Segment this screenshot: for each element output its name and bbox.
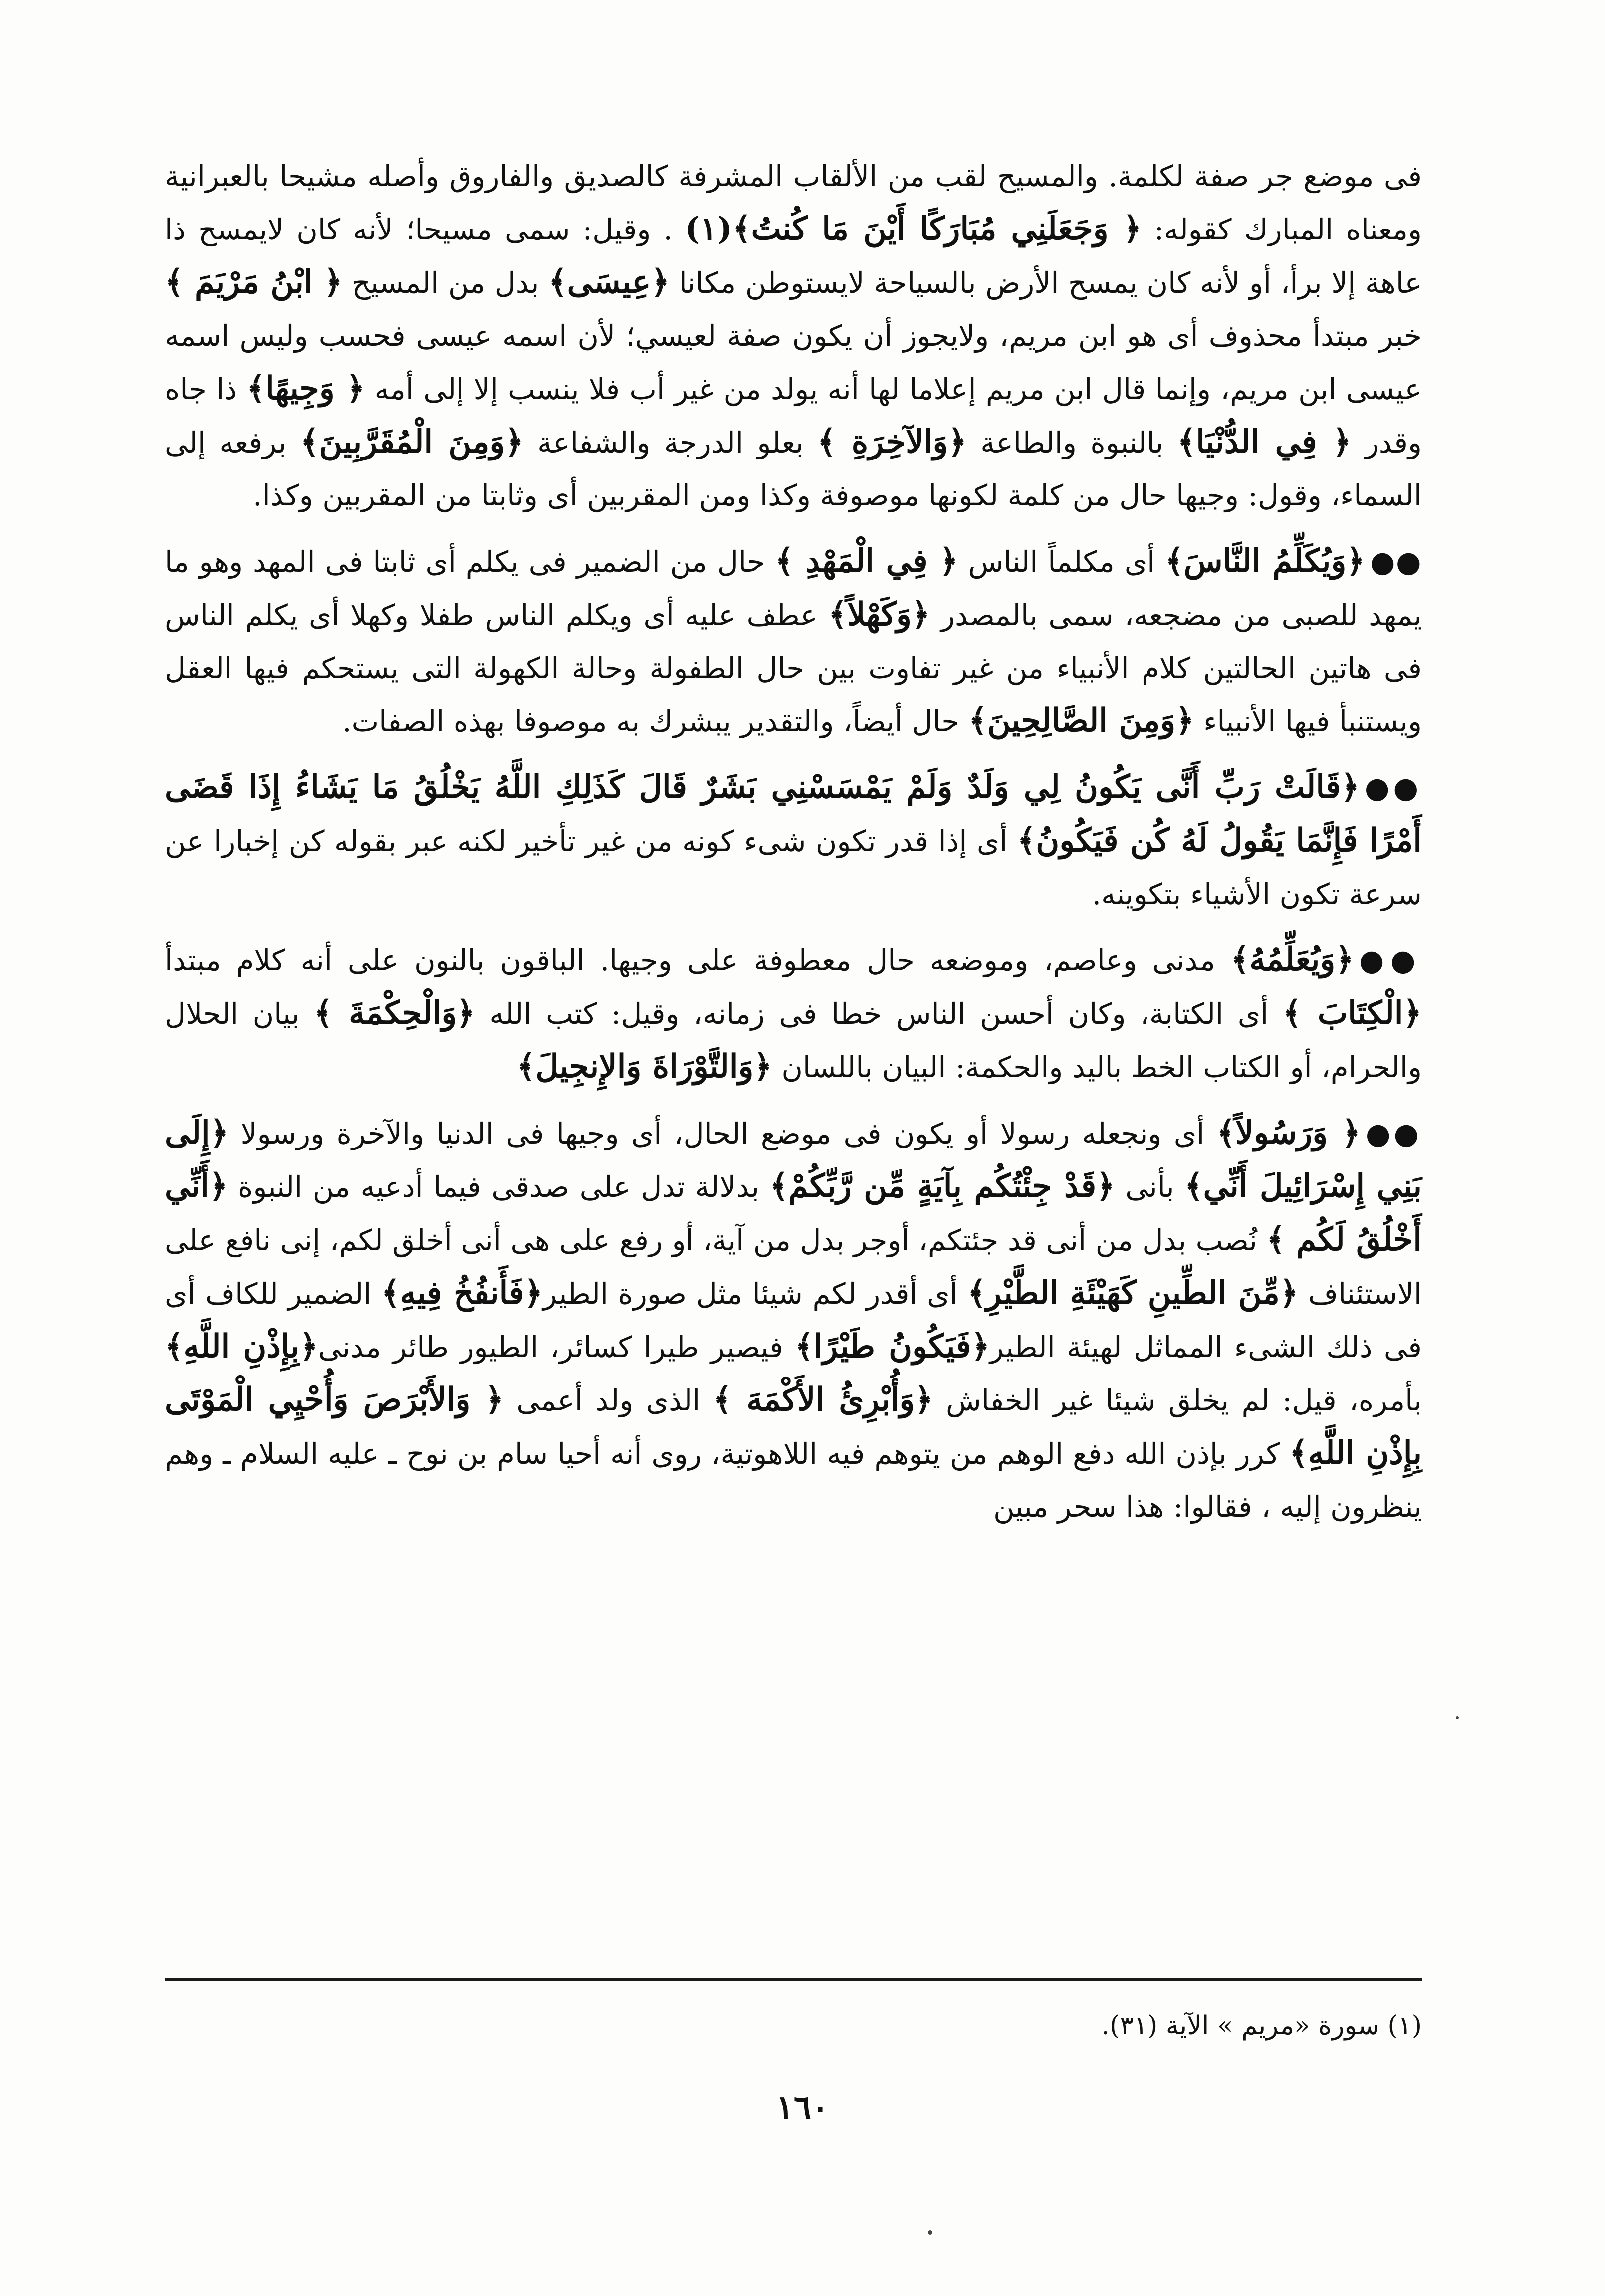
quran-citation: ﴿قَدْ جِئْتُكُم بِآيَةٍ مِّن رَّبِّكُمْ﴾	[769, 1167, 1115, 1205]
commentary-text: فيصير طيرا كسائر، الطيور طائر مدنى	[318, 1330, 795, 1364]
paragraph-bullet: ●●	[1364, 771, 1422, 805]
quran-citation: ﴿ فِي الْمَهْدِ ﴾	[775, 542, 958, 580]
footnote: (١) سورة «مريم » الآية (٣١).	[1101, 2011, 1422, 2041]
commentary-text: بأنى	[1115, 1170, 1185, 1204]
commentary-text: بدلالة تدل على صدقى فيما أدعيه من النبوة	[228, 1170, 770, 1204]
commentary-text: الضمير للكاف أى فى ذلك الشىء المماثل لهيئة الطير	[165, 1277, 1422, 1364]
commentary-text: حال أيضاً، والتقدير يبشرك به موصوفا بهذه الصفات.	[342, 704, 969, 738]
quran-citation: ﴿ وَرَسُولاً﴾	[1216, 1114, 1361, 1151]
paragraph-intro	[165, 150, 1422, 522]
quran-citation: ﴿وَكَهْلاً﴾	[828, 596, 930, 633]
quran-citation: ﴿وَيُعَلِّمُهُ﴾	[1230, 941, 1354, 978]
scan-speck	[1456, 1716, 1459, 1719]
commentary-text: بالنبوة والطاعة	[966, 426, 1177, 459]
paragraph-bullet: ●●	[1365, 1117, 1422, 1150]
paragraph-messenger	[165, 1107, 1422, 1533]
commentary-text: أى أقدر لكم شيئا مثل صورة الطير	[543, 1277, 968, 1311]
commentary-text: بدل من المسيح	[342, 266, 549, 300]
quran-citation: ﴿بِإِذْنِ اللَّهِ﴾	[165, 1328, 318, 1365]
commentary-text: أى مكلماً الناس	[958, 545, 1165, 579]
commentary-text: بعلو الدرجة والشفاعة	[523, 426, 818, 459]
commentary-text: نُصب بدل من أنى قد جئتكم، أوجر بدل من آية، أو رفع على هى أنى أخلق لكم، إنى نافع على الاستئناف	[165, 1223, 1422, 1311]
paragraph-how-can-i-have-a-son	[165, 761, 1422, 920]
commentary-text: مدنى وعاصم، وموضعه حال معطوفة على وجيها. الباقون بالنون على أنه كلام مبتدأ	[165, 943, 1231, 977]
quran-citation: ﴿وَأُبْرِئُ الأَكْمَهَ ﴾	[713, 1381, 933, 1418]
commentary-text: بيان الحلال والحرام، أو الكتاب الخط باليد والحكمة: البيان باللسان	[165, 997, 1422, 1084]
quran-citation: ﴿فَيَكُونُ طَيْرًا﴾	[795, 1328, 990, 1365]
commentary-text: أى الكتابة، وكان أحسن الناس خطا فى زمانه، وقيل: كتب الله	[475, 997, 1283, 1031]
body-text	[165, 150, 1422, 1546]
quran-citation: ﴿وَيُكَلِّمُ النَّاسَ﴾	[1165, 542, 1365, 580]
quran-citation: ﴿وَالآخِرَةِ ﴾	[817, 423, 967, 460]
quran-citation: ﴿وَالْحِكْمَةَ ﴾	[314, 994, 475, 1032]
quran-citation: ﴿فَأَنفُخُ فِيهِ﴾	[381, 1274, 543, 1312]
quran-citation: ﴿قَالَتْ رَبِّ أَنَّى يَكُونُ لِي وَلَدٌ وَلَمْ يَمْسَسْنِي بَشَرٌ قَالَ كَذَلِكِ اللَّهُ يَخْلُقُ مَا يَشَاءُ إِذَا قَضَى أَمْرًا فَإِنَّمَا يَقُولُ لَهُ كُن فَيَكُونُ﴾	[165, 768, 1422, 859]
quran-citation: ﴿وَالتَّوْرَاةَ وَالإِنجِيلَ﴾	[516, 1048, 772, 1085]
paragraph-bullet: ●●	[1370, 545, 1422, 579]
quran-citation: ﴿ وَالأَبْرَصَ وَأُحْيِي الْمَوْتَى بِإِذْنِ اللَّهِ﴾	[165, 1381, 1422, 1472]
commentary-text: بأمره، قيل: لم يخلق شيئا غير الخفاش	[933, 1383, 1422, 1417]
quran-citation: ﴿ فِي الدُّنْيَا﴾	[1177, 423, 1352, 460]
commentary-text: أى ونجعله رسولا أو يكون فى موضع الحال، أى وجيها فى الدنيا والآخرة ورسولا	[229, 1117, 1217, 1150]
quran-citation: ﴿عِيسَى﴾	[548, 263, 670, 301]
quran-citation: ﴿وَمِنَ الصَّالِحِينَ﴾	[968, 702, 1194, 739]
quran-citation: ﴿الْكِتَابَ ﴾	[1282, 994, 1422, 1032]
quran-citation: ﴿أَنِّي أَخْلُقُ لَكُم ﴾	[165, 1167, 1422, 1258]
quran-citation: ﴿إِلَى بَنِي إِسْرَائِيلَ أَنِّي﴾	[165, 1114, 1422, 1205]
quran-citation: ﴿وَمِنَ الْمُقَرَّبِينَ﴾	[300, 423, 524, 460]
quran-citation: ﴿ وَجَعَلَنِي مُبَارَكًا أَيْنَ مَا كُنتُ﴾(١)	[685, 210, 1142, 247]
commentary-text: فى موضع جر صفة لكلمة. والمسيح لقب من الألقاب المشرفة كالصديق والفاروق وأصله مشيحا بالعبرانية ومعناه المبارك كقوله:	[165, 159, 1422, 246]
commentary-text: برفعه إلى السماء، وقول: وجيها حال من كلمة لكونها موصوفة وكذا ومن المقربين أى وثابتا من المقربين وكذا.	[165, 426, 1422, 512]
commentary-text: كرر بإذن الله دفع الوهم من يتوهم فيه اللاهوتية، روى أنه أحيا سام بن نوح ـ عليه السلام ـ وهم ينظرون إليه ، فقالوا: هذا سحر مبين	[165, 1437, 1422, 1524]
quran-citation: ﴿ وَجِيهًا﴾	[246, 370, 365, 407]
commentary-text: الذى ولد أعمى	[504, 1383, 713, 1417]
commentary-text: أى إذا قدر تكون شىء كونه من غير تأخير لكنه عبر بقوله كن إخبارا عن سرعة تكون الأشياء بتكوينه.	[165, 824, 1422, 911]
paragraph-teaches-him-the-book	[165, 933, 1422, 1094]
paragraph-speaks-to-people	[165, 535, 1422, 748]
scan-speck	[928, 2230, 932, 2235]
quran-citation: ﴿مِّنَ الطِّينِ كَهَيْئَةِ الطَّيْرِ﴾	[967, 1274, 1299, 1312]
commentary-text: خبر مبتدأ محذوف أى هو ابن مريم، ولايجوز أن يكون صفة لعيسي؛ لأن اسمه عيسى فحسب وليس اسمه عيسى ابن مريم، وإنما قال ابن مريم إعلاما لها أنه يولد من غير أب فلا ينسب إلا إلى أمه	[165, 319, 1422, 406]
page-number: ١٦٠	[776, 2088, 829, 2127]
commentary-text: . وقيل: سمى مسيحا؛ لأنه كان لايمسح ذا عاهة إلا برأ، أو لأنه كان يمسح الأرض بالسياحة لايستوطن مكانا	[165, 213, 1422, 300]
commentary-text: عطف عليه أى ويكلم الناس طفلا وكهلا أى يكلم الناس فى هاتين الحالتين كلام الأنبياء من غير تفاوت بين حال الطفولة وحالة الكهولة التى يستحكم فيها العقل ويستنبأ فيها الأنبياء	[165, 598, 1422, 738]
commentary-text: حال من الضمير فى يكلم أى ثابتا فى المهد وهو ما يمهد للصبى من مضجعه، سمى بالمصدر	[165, 545, 1422, 632]
commentary-text: ذا جاه وقدر	[165, 372, 1422, 459]
quran-citation: ﴿ ابْنُ مَرْيَمَ ﴾	[165, 263, 343, 301]
paragraph-bullet: ●●	[1359, 943, 1422, 977]
footnote-separator	[165, 1978, 1422, 1981]
